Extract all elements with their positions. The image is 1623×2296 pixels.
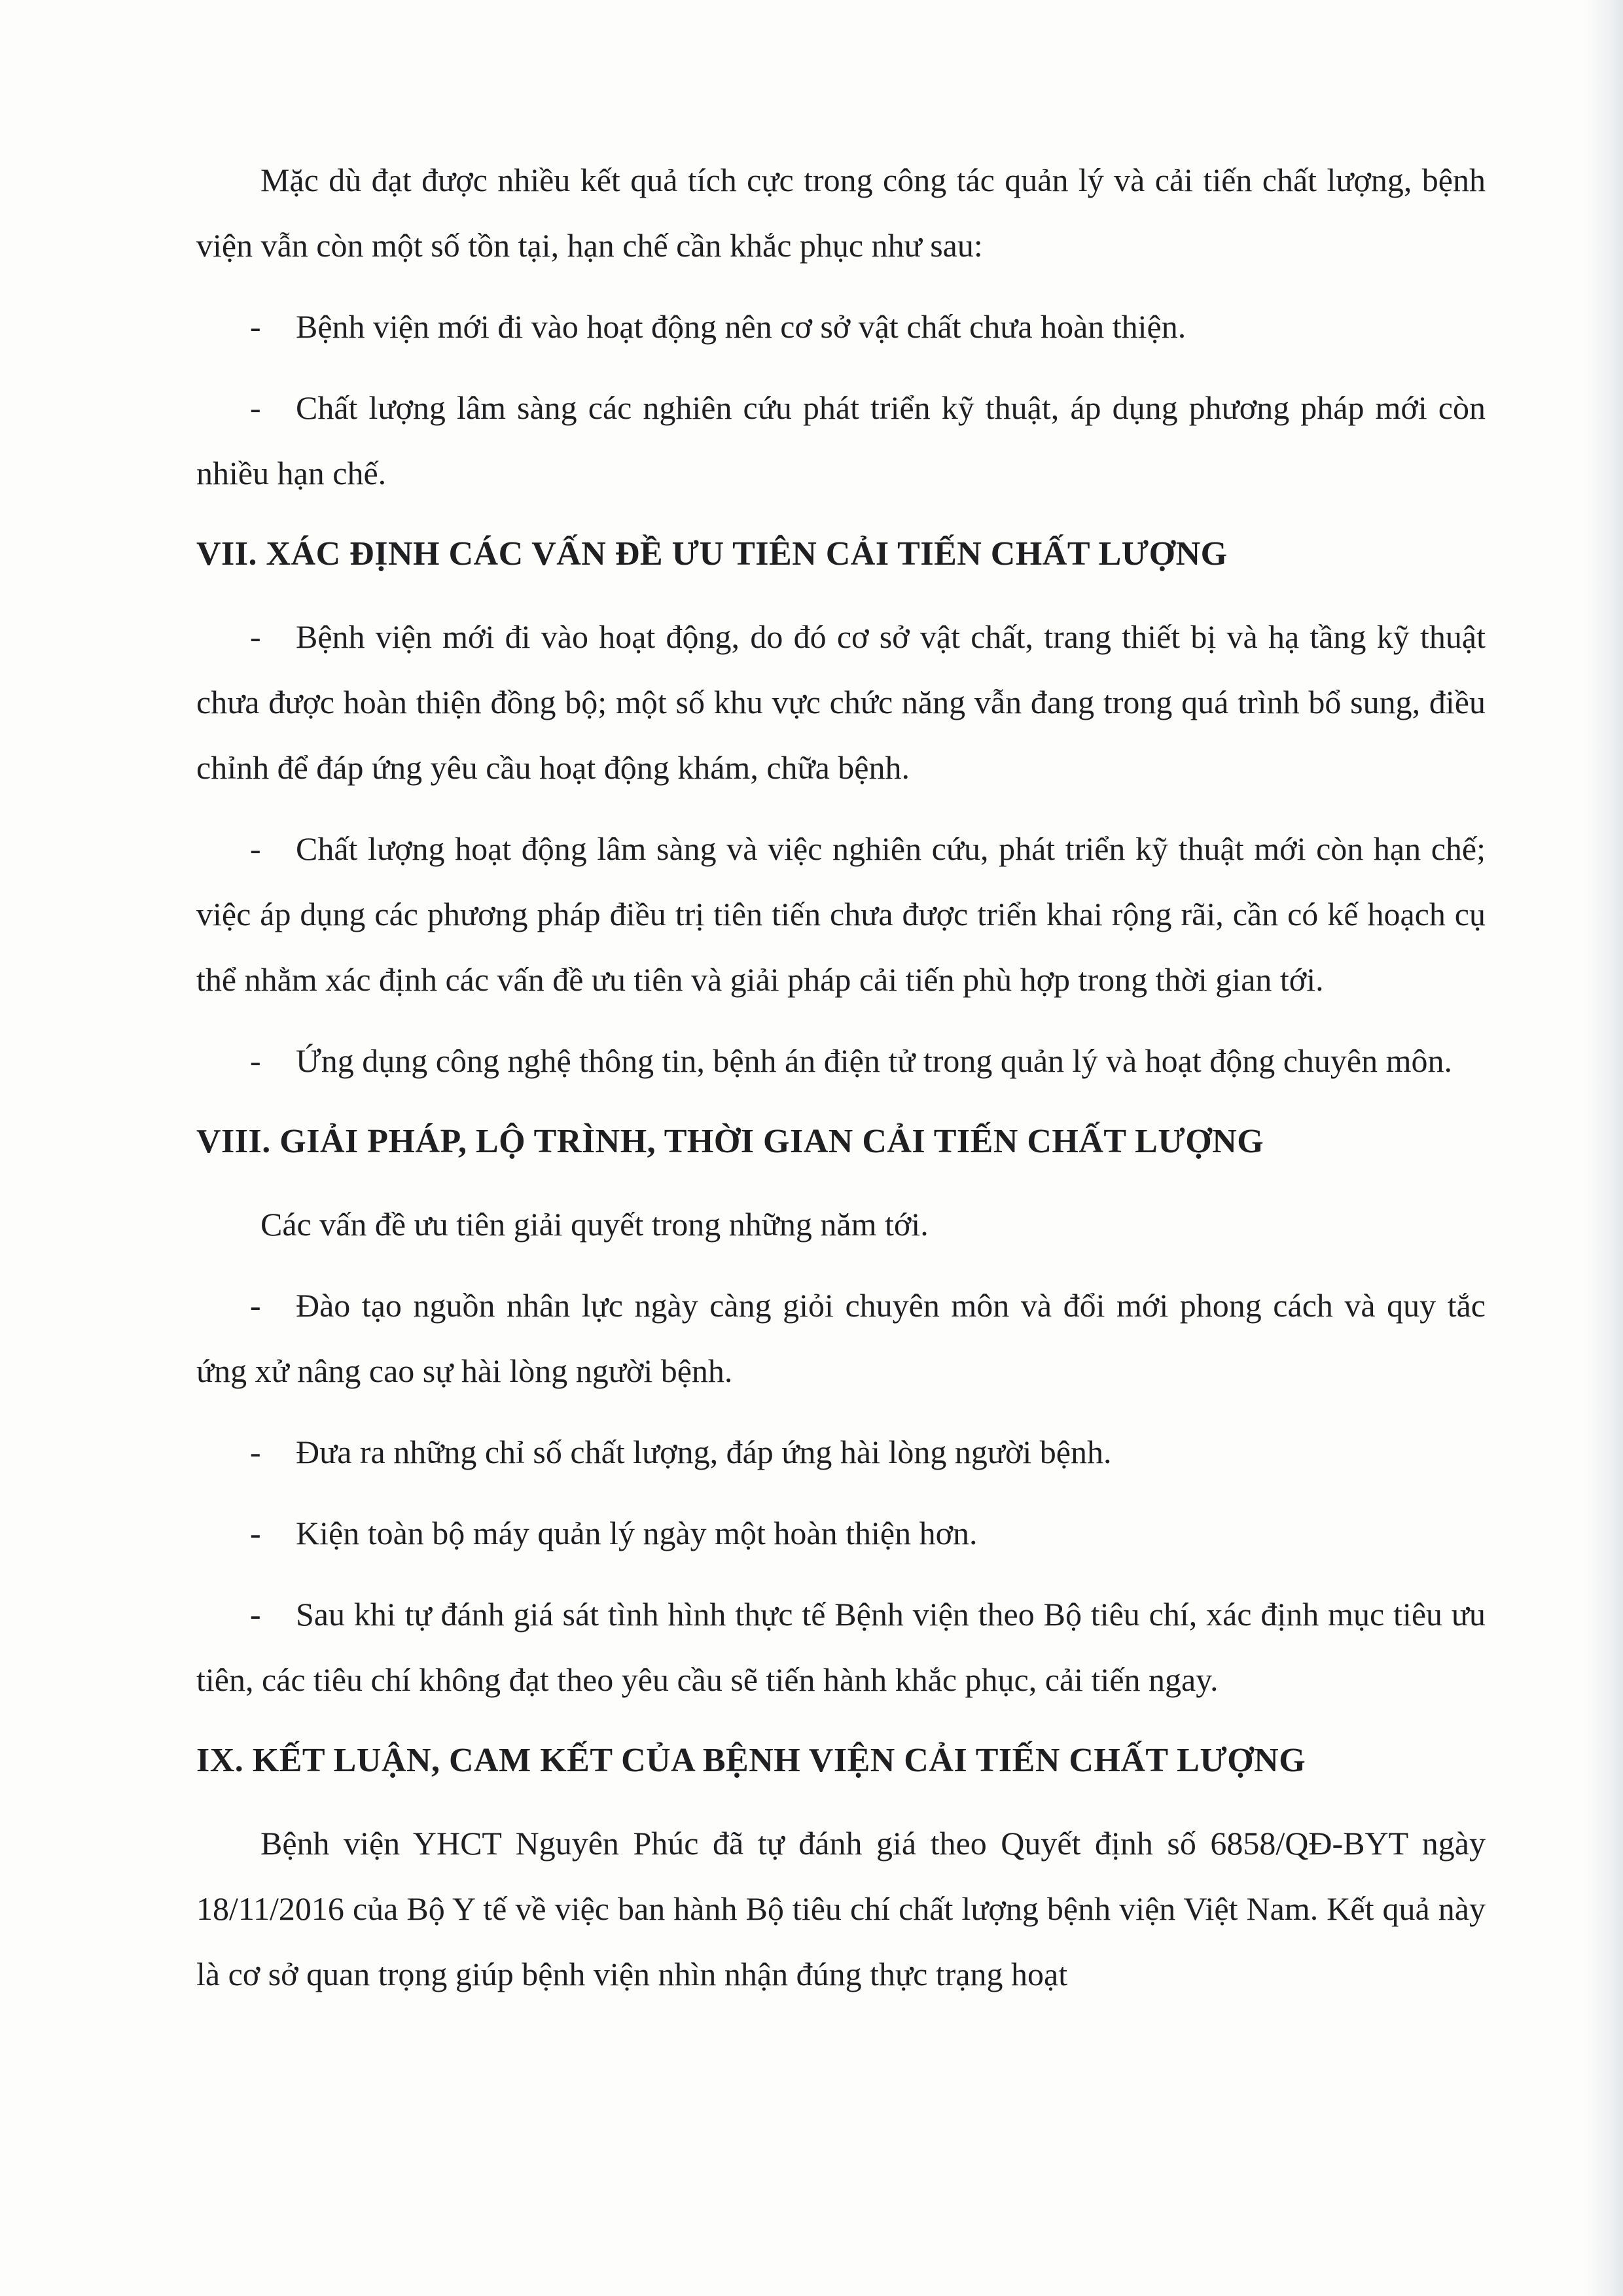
- bullet-dash: -: [250, 389, 261, 426]
- section-8-intro: Các vấn đề ưu tiên giải quyết trong những năm tới.: [260, 1206, 929, 1243]
- bullet-dash: -: [250, 830, 261, 867]
- priority-item-3: [196, 1028, 1486, 1093]
- priority-item-1: [196, 604, 1486, 800]
- section-7-heading: VII. XÁC ĐỊNH CÁC VẤN ĐỀ ƯU TIÊN CẢI TIẾN CHẤT LƯỢNG: [196, 535, 1228, 573]
- section-8-heading: VIII. GIẢI PHÁP, LỘ TRÌNH, THỜI GIAN CẢI TIẾN CHẤT LƯỢNG: [196, 1123, 1264, 1160]
- bullet-dash: -: [250, 1042, 261, 1079]
- intro-paragraph: Mặc dù đạt được nhiều kết quả tích cực trong công tác quản lý và cải tiến chất lượng, bệnh viện vẫn còn một số tồn tại, hạn chế cần khắc phục như sau:: [196, 162, 1486, 264]
- priority-text-2: Chất lượng hoạt động lâm sàng và việc nghiên cứu, phát triển kỹ thuật mới còn hạn chế; việc áp dụng các phương pháp điều trị tiên tiến chưa được triển khai rộng rãi, cần có kế hoạch cụ thể nhằm xác định các vấn đề ưu tiên và giải pháp cải tiến phù hợp trong thời gian tới.: [196, 830, 1486, 998]
- bullet-dash: -: [250, 618, 261, 655]
- bullet-dash: -: [250, 1596, 261, 1633]
- bullet-dash: -: [250, 1287, 261, 1324]
- priority-text-1: Bệnh viện mới đi vào hoạt động, do đó cơ sở vật chất, trang thiết bị và hạ tầng kỹ thuật chưa được hoàn thiện đồng bộ; một số khu vực chức năng vẫn đang trong quá trình bổ sung, điều chỉnh để đáp ứng yêu cầu hoạt động khám, chữa bệnh.: [196, 618, 1486, 786]
- bullet-dash: -: [250, 1434, 261, 1470]
- page-edge-shadow: [1584, 0, 1623, 2296]
- solution-text-3: Kiện toàn bộ máy quản lý ngày một hoàn thiện hơn.: [296, 1515, 978, 1551]
- limitation-item-1: [196, 294, 1486, 359]
- solution-item-1: [196, 1273, 1486, 1404]
- document-body: [196, 147, 1486, 2022]
- solution-text-2: Đưa ra những chỉ số chất lượng, đáp ứng hài lòng người bệnh.: [296, 1434, 1112, 1470]
- solution-item-4: [196, 1581, 1486, 1712]
- limitation-item-2: [196, 375, 1486, 506]
- solution-text-1: Đào tạo nguồn nhân lực ngày càng giỏi chuyên môn và đổi mới phong cách và quy tắc ứng xử nâng cao sự hài lòng người bệnh.: [196, 1287, 1486, 1389]
- section-9-heading: IX. KẾT LUẬN, CAM KẾT CỦA BỆNH VIỆN CẢI TIẾN CHẤT LƯỢNG: [196, 1742, 1306, 1779]
- bullet-dash: -: [250, 1515, 261, 1551]
- conclusion-paragraph: Bệnh viện YHCT Nguyên Phúc đã tự đánh giá theo Quyết định số 6858/QĐ-BYT ngày 18/11/2016 của Bộ Y tế về việc ban hành Bộ tiêu chí chất lượng bệnh viện Việt Nam. Kết quả này là cơ sở quan trọng giúp bệnh viện nhìn nhận đúng thực trạng hoạt: [196, 1825, 1486, 1992]
- solution-text-4: Sau khi tự đánh giá sát tình hình thực tế Bệnh viện theo Bộ tiêu chí, xác định mục tiêu ưu tiên, các tiêu chí không đạt theo yêu cầu sẽ tiến hành khắc phục, cải tiến ngay.: [196, 1596, 1486, 1698]
- solution-item-2: [196, 1419, 1486, 1485]
- limitation-text-2: Chất lượng lâm sàng các nghiên cứu phát triển kỹ thuật, áp dụng phương pháp mới còn nhiều hạn chế.: [196, 389, 1486, 491]
- priority-text-3: Ứng dụng công nghệ thông tin, bệnh án điện tử trong quản lý và hoạt động chuyên môn.: [296, 1042, 1452, 1079]
- solution-item-3: [196, 1500, 1486, 1566]
- bullet-dash: -: [250, 308, 261, 345]
- priority-item-2: [196, 816, 1486, 1012]
- limitation-text-1: Bệnh viện mới đi vào hoạt động nên cơ sở vật chất chưa hoàn thiện.: [296, 308, 1186, 345]
